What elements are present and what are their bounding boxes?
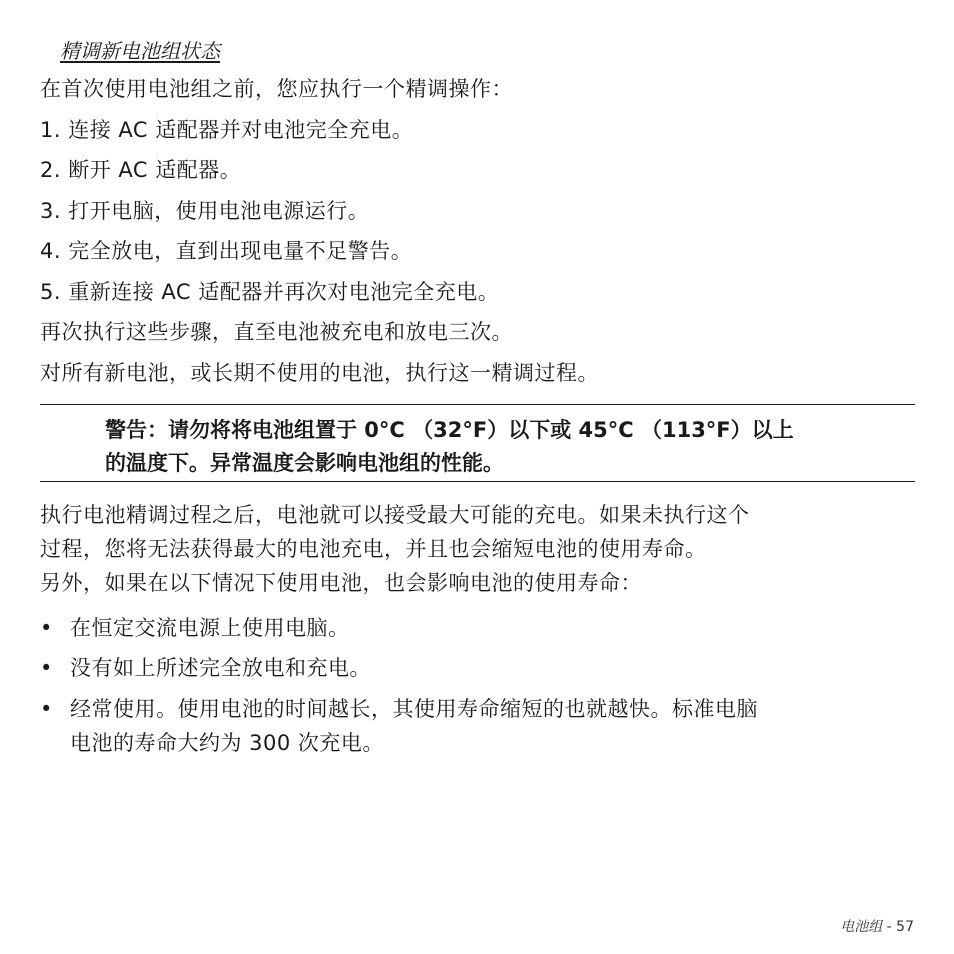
warning-line-1: 警告：请勿将将电池组置于 0°C （32°F）以下或 45°C （113°F）以上 — [105, 418, 794, 442]
warning-top-divider — [40, 404, 915, 405]
step-2: 2. 断开 AC 适配器。 — [40, 158, 242, 182]
footer-section-name: 电池组 — [840, 919, 883, 935]
step-5: 5. 重新连接 AC 适配器并再次对电池完全充电。 — [40, 280, 500, 304]
after-paragraph — [40, 498, 750, 566]
step-1: 1. 连接 AC 适配器并对电池完全充电。 — [40, 118, 414, 142]
apply-note: 对所有新电池，或长期不使用的电池，执行这一精调过程。 — [40, 361, 599, 385]
bullet-mark: • — [40, 616, 53, 640]
also-note: 另外，如果在以下情况下使用电池，也会影响电池的使用寿命： — [40, 571, 642, 595]
bullet-text-line-2: 电池的寿命大约为 300 次充电。 — [70, 731, 384, 755]
warning-bottom-divider — [40, 481, 915, 482]
intro-text: 在首次使用电池组之前，您应执行一个精调操作： — [40, 77, 513, 101]
warning-line-2: 的温度下。异常温度会影响电池组的性能。 — [105, 451, 504, 475]
bullet-text-line-1: 经常使用。使用电池的时间越长，其使用寿命缩短的也就越快。标准电脑 — [70, 697, 758, 721]
step-3: 3. 打开电脑，使用电池电源运行。 — [40, 199, 370, 223]
page-footer — [840, 917, 914, 937]
after-paragraph-line-1: 执行电池精调过程之后，电池就可以接受最大可能的充电。如果未执行这个 — [40, 503, 750, 527]
bullet-text — [70, 692, 758, 760]
repeat-note: 再次执行这些步骤，直至电池被充电和放电三次。 — [40, 320, 513, 344]
footer-page-number: 57 — [896, 919, 914, 935]
bullet-mark: • — [40, 656, 53, 680]
bullet-text: 在恒定交流电源上使用电脑。 — [70, 616, 350, 640]
bullet-text: 没有如上所述完全放电和充电。 — [70, 656, 371, 680]
bullet-mark: • — [40, 697, 53, 721]
warning-box — [105, 414, 794, 480]
after-paragraph-line-2: 过程，您将无法获得最大的电池充电，并且也会缩短电池的使用寿命。 — [40, 537, 707, 561]
footer-separator: - — [886, 919, 892, 935]
section-title: 精调新电池组状态 — [60, 39, 220, 63]
step-4: 4. 完全放电，直到出现电量不足警告。 — [40, 239, 413, 263]
